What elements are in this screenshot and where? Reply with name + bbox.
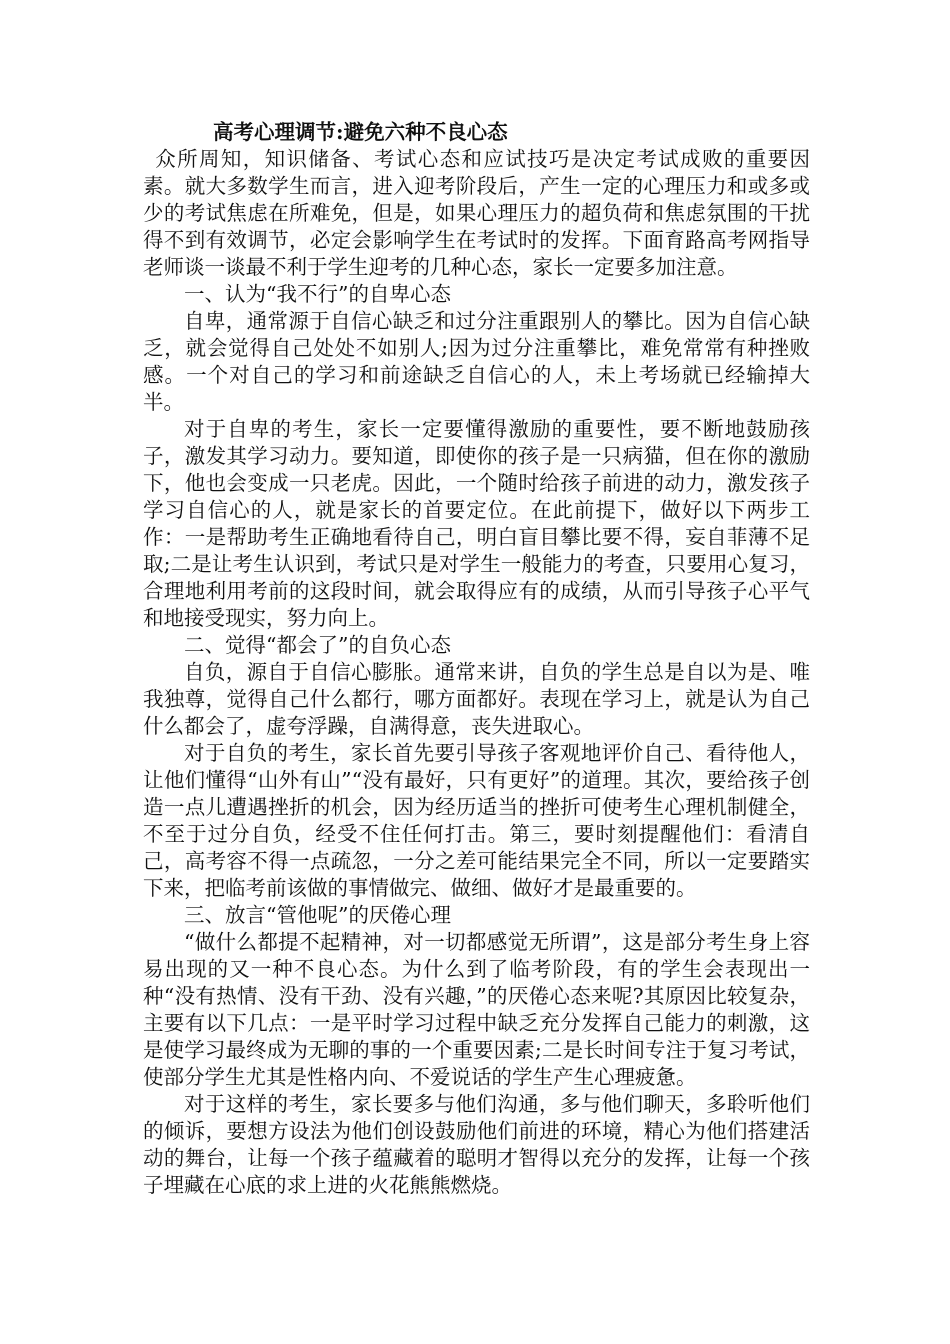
body-paragraph: 对于自卑的考生，家长一定要懂得激励的重要性，要不断地鼓励孩子，激发其学习动力。要知道，即使你的孩子是一只病猫，但在你的激励下，他也会变成一只老虎。因此，一个随时给孩子前进的动力，激发孩子学习自信心的人，就是家长的首要定位。在此前提下，做好以下两步工作：一是帮助考生正确地看待自己，明白盲目攀比要不得，妄自菲薄不足取;二是让考生认识到，考试只是对学生一般能力的考查，只要用心复习，合理地利用考前的这段时间，就会取得应有的成绩，从而引导孩子心平气和地接受现实，努力向上。 (143, 417, 810, 630)
section-2 (143, 632, 810, 902)
document-body (143, 118, 810, 1199)
section-heading: 一、认为“我不行”的自卑心态 (184, 282, 451, 306)
document-title: 高考心理调节:避免六种不良心态 (213, 120, 508, 144)
section-1 (143, 281, 810, 632)
body-paragraph: 对于这样的考生，家长要多与他们沟通，多与他们聊天，多聆听他们的倾诉，要想方设法为他们创设鼓励他们前进的环境，精心为他们搭建活动的舞台，让每一个孩子蕴藏着的聪明才智得以充分的发挥，让每一个孩子埋藏在心底的求上进的火花熊熊燃烧。 (143, 1092, 810, 1197)
section-heading: 二、觉得“都会了”的自负心态 (184, 633, 451, 657)
section-heading: 三、放言“管他呢”的厌倦心理 (184, 903, 451, 927)
section-3 (143, 902, 810, 1199)
body-paragraph: 自卑，通常源于自信心缺乏和过分注重跟别人的攀比。因为自信心缺乏，就会觉得自己处处不如别人;因为过分注重攀比，难免常常有种挫败感。一个对自己的学习和前途缺乏自信心的人，未上考场就已经输掉大半。 (143, 309, 810, 414)
body-paragraph: “做什么都提不起精神，对一切都感觉无所谓”，这是部分考生身上容易出现的又一种不良心态。为什么到了临考阶段，有的学生会表现出一种“没有热情、没有干劲、没有兴趣，”的厌倦心态来呢?其原因比较复杂，主要有以下几点：一是平时学习过程中缺乏充分发挥自己能力的刺激，这是使学习最终成为无聊的事的一个重要因素;二是长时间专注于复习考试，使部分学生尤其是性格内向、不爱说话的学生产生心理疲惫。 (143, 930, 810, 1089)
body-paragraph: 对于自负的考生，家长首先要引导孩子客观地评价自己、看待他人，让他们懂得“山外有山”“没有最好，只有更好”的道理。其次，要给孩子创造一点儿遭遇挫折的机会，因为经历适当的挫折可使考生心理机制健全，不至于过分自负，经受不住任何打击。第三，要时刻提醒他们：看清自己，高考容不得一点疏忽，一分之差可能结果完全不同，所以一定要踏实下来，把临考前该做的事情做完、做细、做好才是最重要的。 (143, 741, 810, 900)
intro-paragraph: 众所周知，知识储备、考试心态和应试技巧是决定考试成败的重要因素。就大多数学生而言，进入迎考阶段后，产生一定的心理压力和或多或少的考试焦虑在所难免，但是，如果心理压力的超负荷和焦虑氛围的干扰得不到有效调节，必定会影响学生在考试时的发挥。下面育路高考网指导老师谈一谈最不利于学生迎考的几种心态，家长一定要多加注意。 (143, 147, 810, 279)
body-paragraph: 自负，源自于自信心膨胀。通常来讲，自负的学生总是自以为是、唯我独尊，觉得自己什么都行，哪方面都好。表现在学习上，就是认为自己什么都会了，虚夸浮躁，自满得意，丧失进取心。 (143, 660, 810, 738)
